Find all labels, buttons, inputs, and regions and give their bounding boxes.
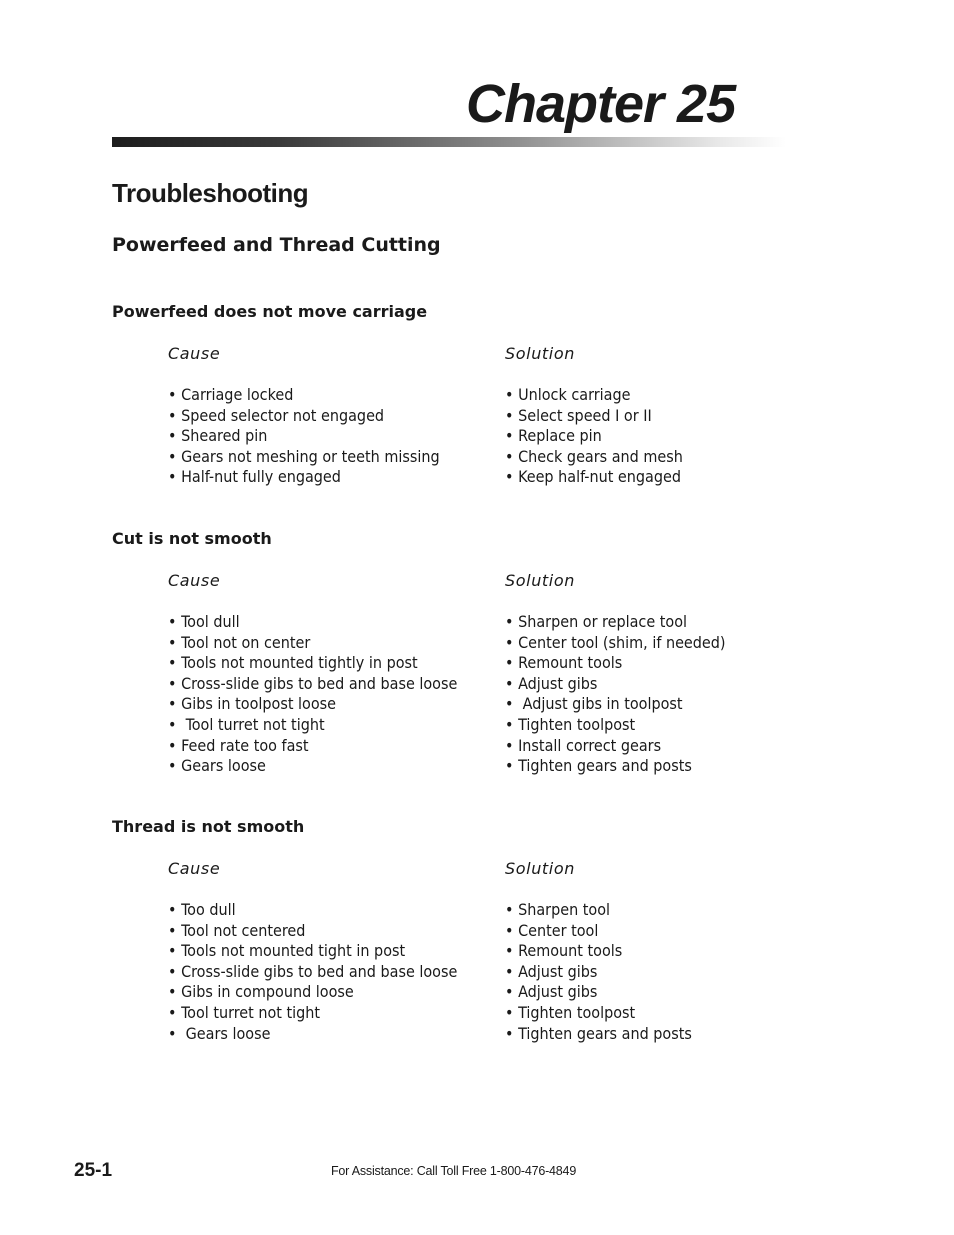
cause-item: • Tool turret not tight xyxy=(168,715,457,736)
solution-item: • Keep half-nut engaged xyxy=(505,467,683,488)
cause-item: • Gears loose xyxy=(168,756,457,777)
cause-item: • Tool not on center xyxy=(168,633,457,654)
cause-item: • Cross-slide gibs to bed and base loose xyxy=(168,962,457,983)
problem-title: Thread is not smooth xyxy=(112,817,305,836)
cause-item: • Gears loose xyxy=(168,1024,457,1045)
solution-item: • Center tool (shim, if needed) xyxy=(505,633,726,654)
solution-column xyxy=(505,344,683,488)
cause-item: • Gears not meshing or teeth missing xyxy=(168,447,440,468)
cause-item: • Feed rate too fast xyxy=(168,736,457,757)
solution-header: Solution xyxy=(505,344,575,363)
solution-item: • Tighten toolpost xyxy=(505,715,726,736)
solution-header: Solution xyxy=(505,571,575,590)
cause-item: • Too dull xyxy=(168,900,457,921)
cause-list xyxy=(168,900,457,1044)
solution-item: • Tighten gears and posts xyxy=(505,756,726,777)
solution-column xyxy=(505,859,692,1044)
solution-item: • Sharpen tool xyxy=(505,900,692,921)
cause-column xyxy=(168,859,457,1044)
solution-item: • Install correct gears xyxy=(505,736,726,757)
cause-item: • Cross-slide gibs to bed and base loose xyxy=(168,674,457,695)
cause-item: • Tool not centered xyxy=(168,921,457,942)
cause-item: • Sheared pin xyxy=(168,426,440,447)
solution-header: Solution xyxy=(505,859,575,878)
solution-item: • Select speed I or II xyxy=(505,406,683,427)
cause-item: • Tools not mounted tight in post xyxy=(168,941,457,962)
solution-item: • Tighten gears and posts xyxy=(505,1024,692,1045)
solution-item: • Remount tools xyxy=(505,653,726,674)
solution-item: • Replace pin xyxy=(505,426,683,447)
cause-header: Cause xyxy=(168,859,221,878)
solution-item: • Adjust gibs in toolpost xyxy=(505,694,726,715)
assistance-phone-note: For Assistance: Call Toll Free 1-800-476-4849 xyxy=(331,1164,577,1178)
cause-item: • Tools not mounted tightly in post xyxy=(168,653,457,674)
solution-item: • Remount tools xyxy=(505,941,692,962)
cause-header: Cause xyxy=(168,571,221,590)
solution-item: • Center tool xyxy=(505,921,692,942)
solution-list xyxy=(505,900,692,1044)
problem-title: Cut is not smooth xyxy=(112,529,272,548)
section-heading: Troubleshooting xyxy=(112,178,309,208)
solution-column xyxy=(505,571,726,777)
section-subheading: Powerfeed and Thread Cutting xyxy=(112,234,441,256)
cause-item: • Gibs in toolpost loose xyxy=(168,694,457,715)
solution-item: • Tighten toolpost xyxy=(505,1003,692,1024)
solution-list xyxy=(505,612,726,777)
cause-item: • Tool turret not tight xyxy=(168,1003,457,1024)
cause-item: • Speed selector not engaged xyxy=(168,406,440,427)
chapter-title-rule xyxy=(112,137,786,147)
page-number: 25-1 xyxy=(74,1160,113,1181)
cause-column xyxy=(168,571,457,777)
cause-header: Cause xyxy=(168,344,221,363)
cause-item: • Tool dull xyxy=(168,612,457,633)
solution-item: • Adjust gibs xyxy=(505,674,726,695)
cause-item: • Gibs in compound loose xyxy=(168,982,457,1003)
cause-item: • Half-nut fully engaged xyxy=(168,467,440,488)
solution-item: • Adjust gibs xyxy=(505,982,692,1003)
cause-item: • Carriage locked xyxy=(168,385,440,406)
problem-title: Powerfeed does not move carriage xyxy=(112,302,428,321)
cause-list xyxy=(168,612,457,777)
solution-item: • Adjust gibs xyxy=(505,962,692,983)
cause-column xyxy=(168,344,440,488)
solution-item: • Unlock carriage xyxy=(505,385,683,406)
cause-list xyxy=(168,385,440,488)
solution-list xyxy=(505,385,683,488)
solution-item: • Check gears and mesh xyxy=(505,447,683,468)
solution-item: • Sharpen or replace tool xyxy=(505,612,726,633)
chapter-title: Chapter 25 xyxy=(466,74,736,134)
